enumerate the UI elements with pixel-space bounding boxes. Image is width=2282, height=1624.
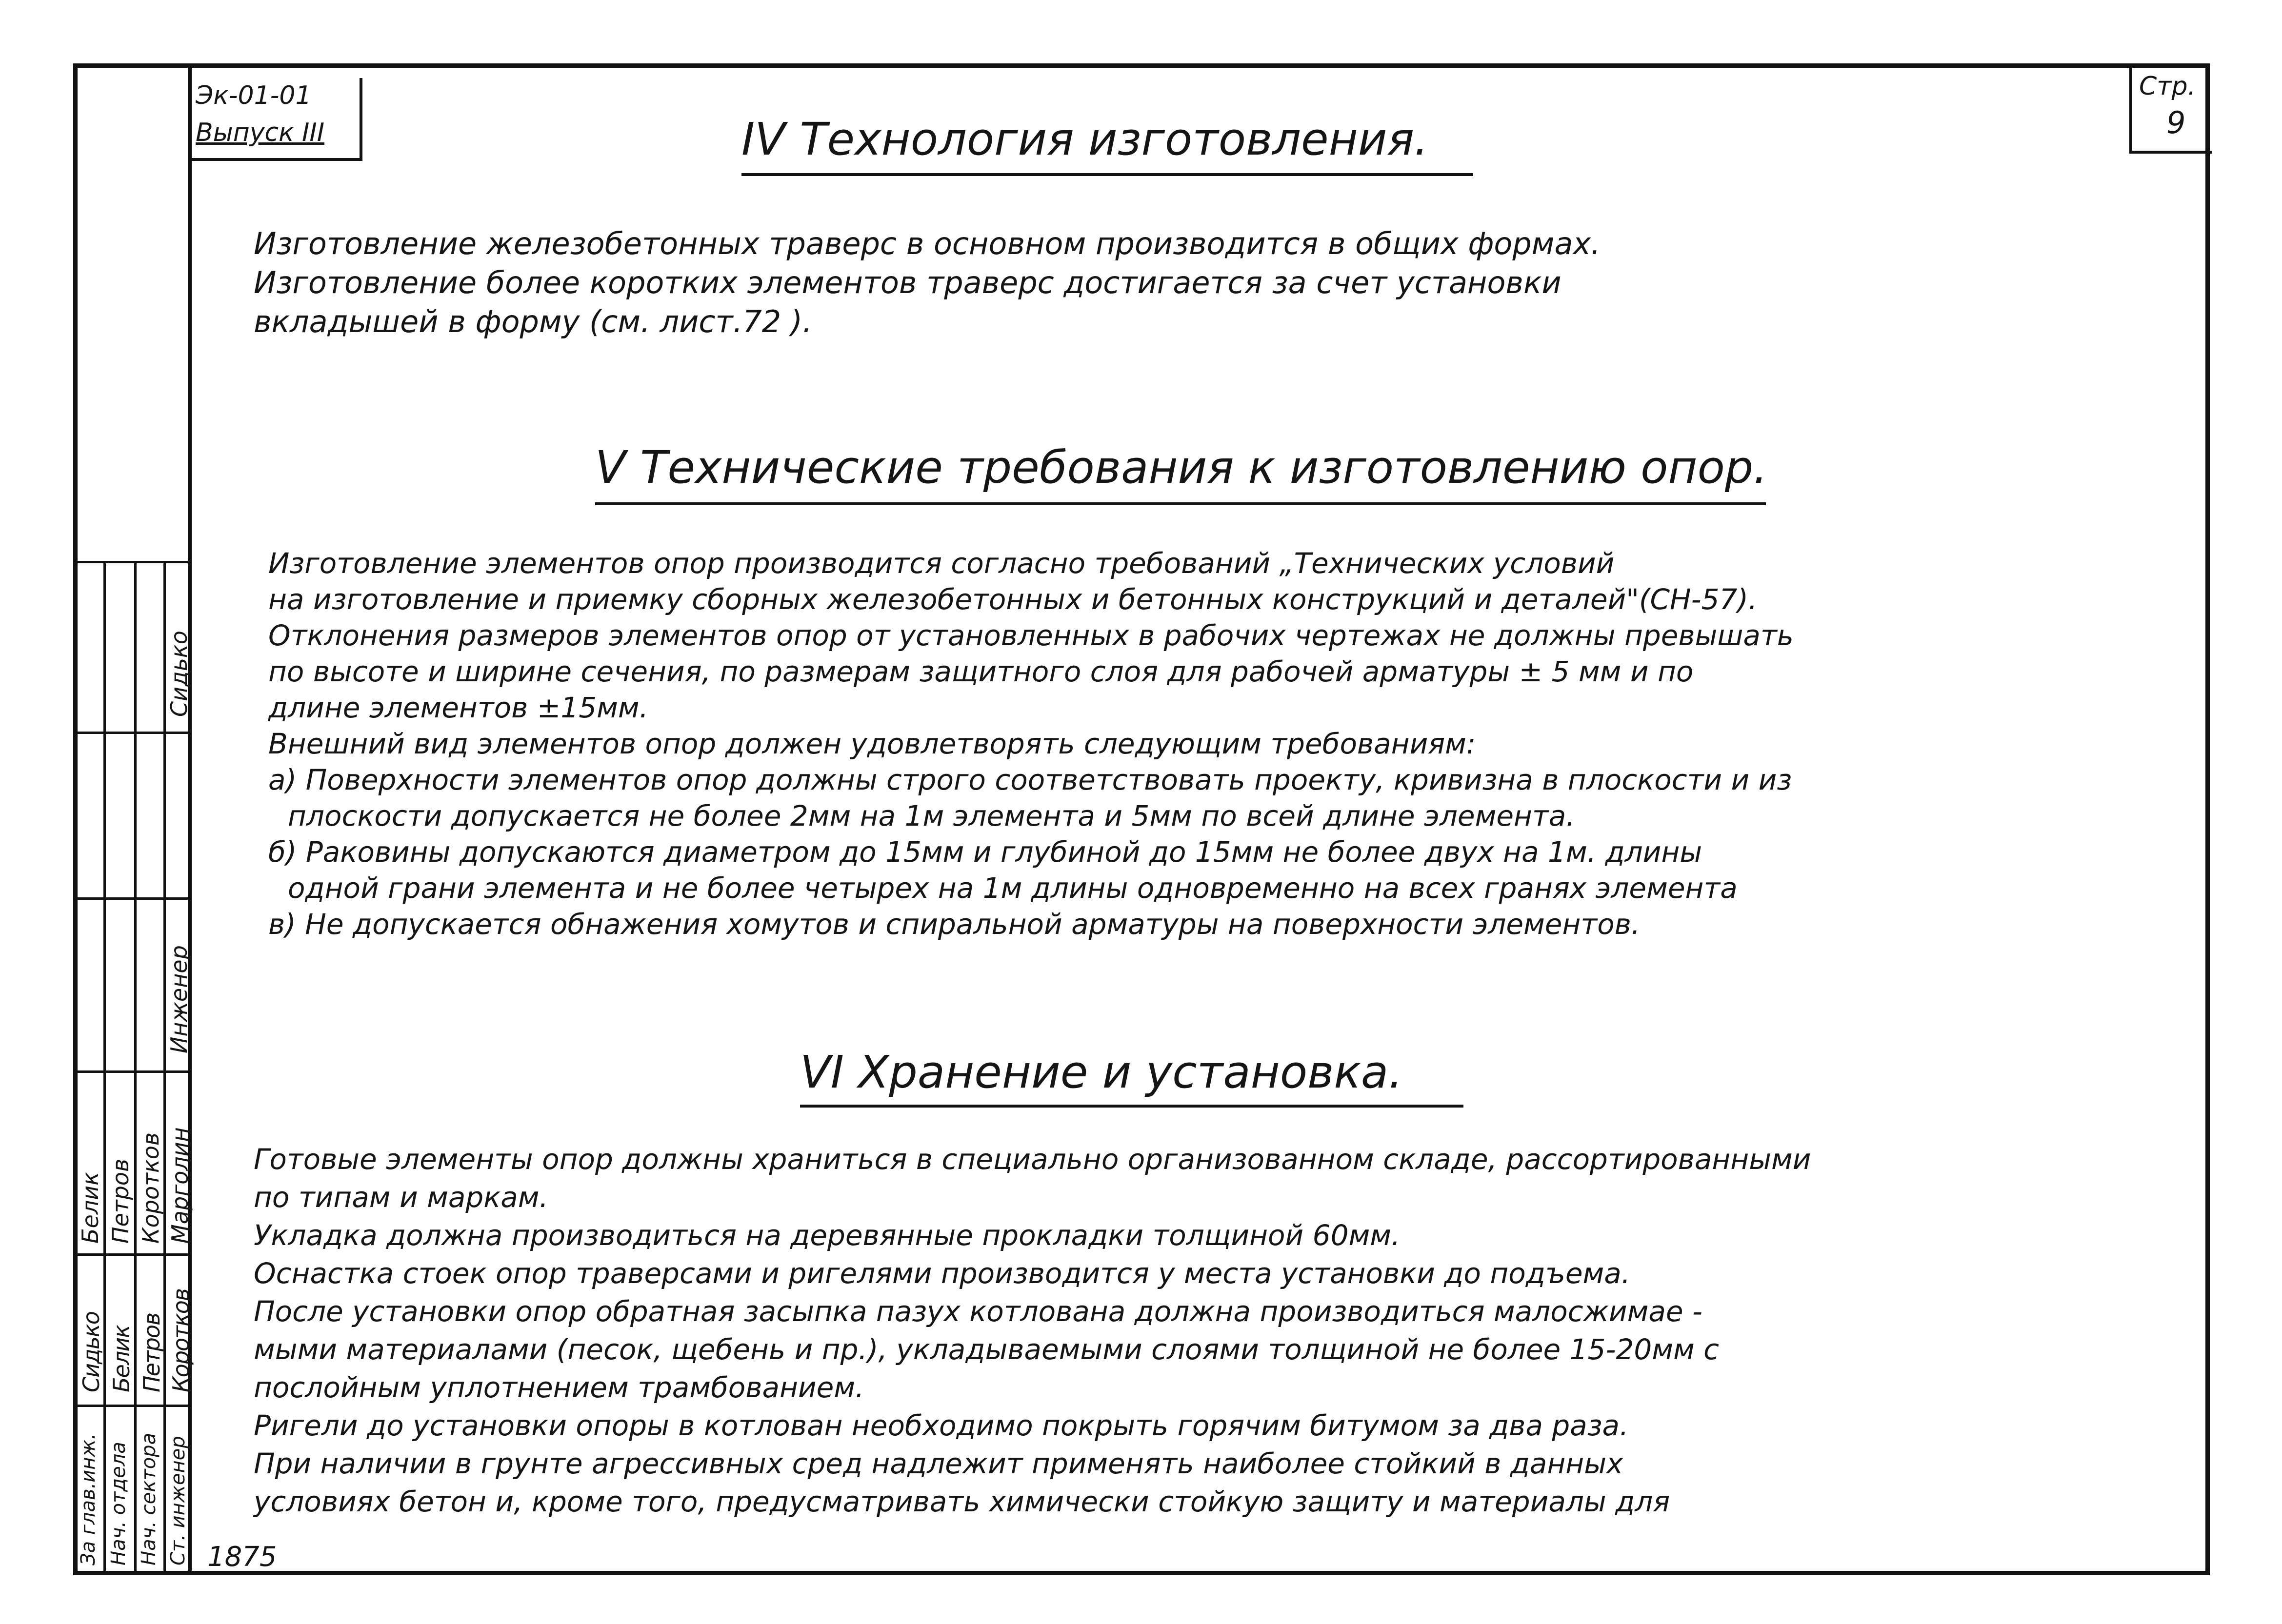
signature: Сидько bbox=[78, 1312, 104, 1392]
title-underline bbox=[595, 502, 1766, 505]
section-technology-text bbox=[254, 224, 1601, 341]
stamp-column-divider bbox=[134, 561, 137, 1575]
section-requirements-text bbox=[268, 545, 1794, 942]
text-line: Изготовление более коротких элементов траверс достигается за счет установки bbox=[254, 265, 1561, 300]
text-line: При наличии в грунте агрессивных сред надлежит применять наиболее стойкий в данных bbox=[254, 1447, 1623, 1480]
stamp-row-divider bbox=[73, 561, 190, 563]
text-line: по типам и маркам. bbox=[254, 1181, 548, 1214]
document-code-box bbox=[192, 78, 362, 161]
text-line: условиях бетон и, кроме того, предусматривать химически стойкую защиту и материалы для bbox=[254, 1485, 1670, 1518]
stamp-position: Нач. сектора bbox=[138, 1432, 160, 1565]
section-title-technology: IV Технология изготовления. bbox=[741, 113, 1429, 165]
signature: Петров bbox=[139, 1313, 165, 1392]
text-line: вкладышей в форму (см. лист.72 ). bbox=[254, 304, 812, 339]
text-line: мыми материалами (песок, щебень и пр.), укладываемыми слоями толщиной не более 15-20мм с bbox=[254, 1333, 1720, 1366]
approval-stamp bbox=[73, 561, 192, 1575]
section-storage-text bbox=[254, 1140, 1811, 1521]
sheet-number: 1875 bbox=[207, 1541, 277, 1573]
text-line: послойным уплотнением трамбованием. bbox=[254, 1371, 864, 1404]
text-line: а) Поверхности элементов опор должны строго соответствовать проекту, кривизна в плоскости и из bbox=[268, 763, 1792, 796]
stamp-position: За глав.инж. bbox=[77, 1433, 100, 1565]
text-line: После установки опор обратная засыпка пазух котлована должна производиться малосжимае - bbox=[254, 1295, 1702, 1328]
text-line: на изготовление и приемку сборных железобетонных и бетонных конструкций и деталей"(СН-57). bbox=[268, 583, 1758, 616]
page-number: 9 bbox=[2166, 105, 2186, 140]
signature: Коротков bbox=[168, 1289, 194, 1392]
stamp-row-divider bbox=[73, 732, 190, 734]
text-line: Изготовление железобетонных траверс в основном производится в общих формах. bbox=[254, 226, 1601, 261]
stamp-name: Белик bbox=[77, 1172, 103, 1244]
text-line: плоскости допускается не более 2мм на 1м элемента и 5мм по всей длине элемента. bbox=[288, 799, 1575, 832]
text-line: б) Раковины допускаются диаметром до 15мм и глубиной до 15мм не более двух на 1м. длины bbox=[268, 835, 1702, 869]
section-title-requirements: V Технические требования к изготовлению опор. bbox=[595, 441, 1768, 494]
title-underline bbox=[741, 173, 1473, 176]
text-line: Оснастка стоек опор траверсами и ригелями производится у места установки до подъема. bbox=[254, 1257, 1631, 1290]
page-number-box bbox=[2129, 66, 2212, 154]
text-line: длине элементов ±15мм. bbox=[268, 691, 649, 724]
stamp-position: Нач. отдела bbox=[107, 1442, 130, 1565]
text-line: одной грани элемента и не более четырех на 1м длины одновременно на всех гранях элемента bbox=[288, 871, 1738, 905]
text-line: по высоте и ширине сечения, по размерам защитного слоя для рабочей арматуры ± 5 мм и по bbox=[268, 655, 1694, 688]
text-line: Отклонения размеров элементов опор от установленных в рабочих чертежах не должны превышать bbox=[268, 619, 1794, 652]
document-code: Эк-01-01 bbox=[196, 81, 312, 110]
text-line: Внешний вид элементов опор должен удовлетворять следующим требованиям: bbox=[268, 727, 1476, 760]
stamp-column-divider bbox=[103, 561, 106, 1575]
stamp-name: Коротков bbox=[138, 1132, 164, 1244]
stamp-row-divider bbox=[73, 1253, 190, 1256]
issue-number: Выпуск III bbox=[196, 118, 325, 147]
stamp-name: Инженер bbox=[166, 945, 192, 1053]
signature: Белик bbox=[108, 1326, 135, 1392]
stamp-name: Сидько bbox=[166, 631, 192, 717]
stamp-name: Петров bbox=[107, 1158, 134, 1244]
stamp-row-divider bbox=[73, 897, 190, 900]
text-line: Укладка должна производиться на деревянные прокладки толщиной 60мм. bbox=[254, 1219, 1401, 1252]
text-line: в) Не допускается обнажения хомутов и спиральной арматуры на поверхности элементов. bbox=[268, 908, 1641, 941]
section-title-storage: VI Хранение и установка. bbox=[800, 1046, 1403, 1098]
title-underline bbox=[800, 1105, 1463, 1108]
page-label: Стр. bbox=[2139, 72, 2196, 101]
stamp-row-divider bbox=[73, 1070, 190, 1073]
stamp-row-divider bbox=[73, 1405, 190, 1407]
text-line: Готовые элементы опор должны храниться в специально организованном складе, рассортированными bbox=[254, 1143, 1811, 1176]
text-line: Изготовление элементов опор производится согласно требований „Технических условий bbox=[268, 547, 1615, 580]
text-line: Ригели до установки опоры в котлован необходимо покрыть горячим битумом за два раза. bbox=[254, 1409, 1629, 1442]
stamp-name: Марголин bbox=[167, 1127, 193, 1244]
stamp-position: Ст. инженер bbox=[167, 1436, 189, 1565]
